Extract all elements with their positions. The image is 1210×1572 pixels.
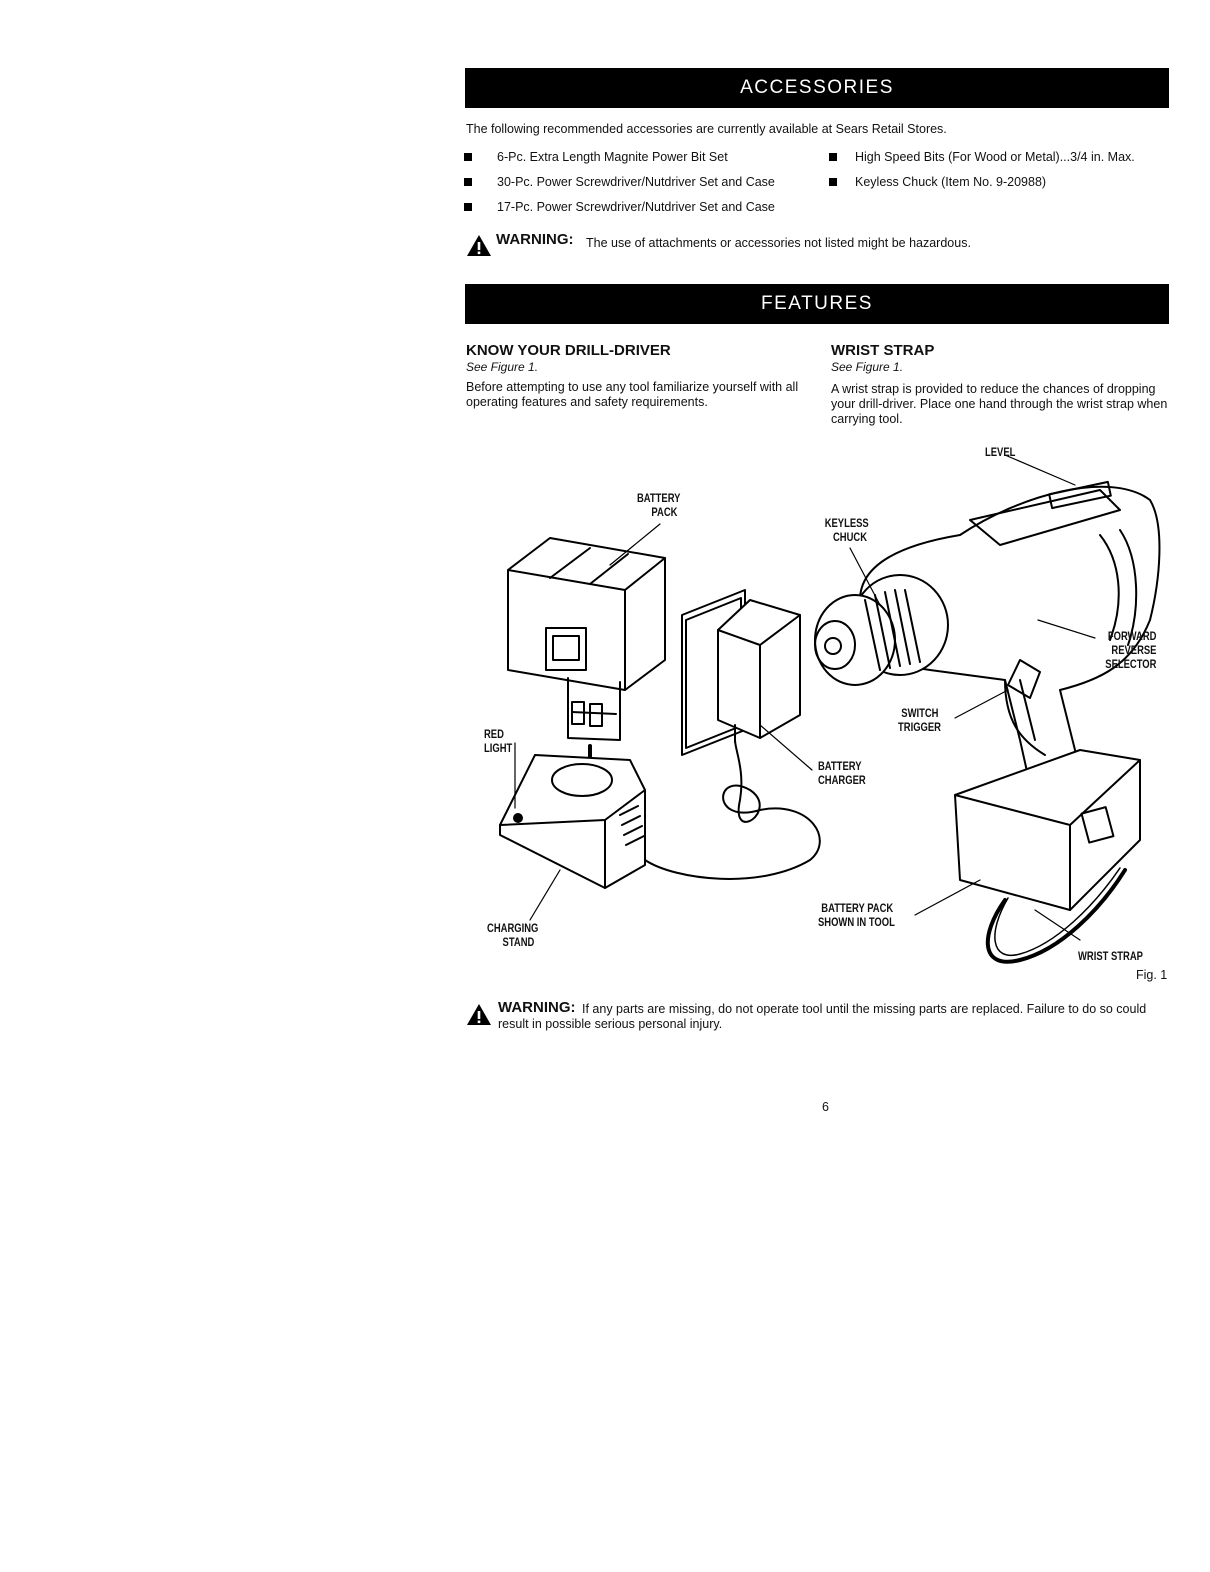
label-keyless-chuck: KEYLESS CHUCK — [824, 518, 869, 544]
battery-charger-drawing — [718, 600, 800, 742]
accessories-header: ACCESSORIES — [465, 68, 1169, 108]
bottom-warning-label: WARNING: — [498, 999, 576, 1016]
warning-triangle-icon — [466, 1003, 492, 1026]
label-battery-pack: BATTERY PACK — [636, 493, 681, 519]
bullet-icon — [464, 203, 472, 211]
accessory-item: Keyless Chuck (Item No. 9-20988) — [855, 175, 1047, 189]
strap-body: A wrist strap is provided to reduce the chances of dropping your drill-driver. Place one hand through the wrist strap when carrying tool. — [831, 382, 1168, 426]
drill-drawing — [815, 482, 1159, 962]
bullet-icon — [464, 178, 472, 186]
bullet-icon — [829, 178, 837, 186]
label-level: LEVEL — [985, 447, 1016, 459]
battery-pack-drawing — [508, 538, 665, 740]
bullet-icon — [829, 153, 837, 161]
warning-label: WARNING: — [496, 231, 574, 248]
warning-text: The use of attachments or accessories not listed might be hazardous. — [586, 236, 971, 250]
bullet-icon — [464, 153, 472, 161]
page-number: 6 — [822, 1100, 829, 1114]
label-switch-trigger: SWITCH TRIGGER — [898, 708, 941, 734]
know-body: Before attempting to use any tool familiarize yourself with all operating features and safety requirements. — [466, 380, 799, 409]
label-battery-charger: BATTERY CHARGER — [818, 761, 866, 787]
accessories-intro: The following recommended accessories are currently available at Sears Retail Stores. — [466, 122, 947, 136]
label-forward-reverse-selector: FORWARD REVERSE SELECTOR — [1105, 631, 1157, 671]
accessory-item: 6-Pc. Extra Length Magnite Power Bit Set — [497, 150, 728, 164]
charging-stand-drawing — [500, 755, 645, 888]
know-figure-ref: See Figure 1. — [466, 360, 539, 374]
label-red-light: RED LIGHT — [484, 729, 513, 755]
label-battery-in-tool: BATTERY PACK SHOWN IN TOOL — [818, 903, 895, 929]
accessory-item: High Speed Bits (For Wood or Metal)...3/4 in. Max. — [855, 150, 1135, 164]
strap-figure-ref: See Figure 1. — [831, 360, 904, 374]
strap-heading: WRIST STRAP — [831, 342, 935, 359]
accessory-item: 17-Pc. Power Screwdriver/Nutdriver Set and Case — [497, 200, 775, 214]
know-heading: KNOW YOUR DRILL-DRIVER — [466, 342, 671, 359]
figure-caption: Fig. 1 — [1136, 968, 1168, 982]
label-charging-stand: CHARGING STAND — [487, 923, 539, 949]
bottom-warning-text: If any parts are missing, do not operate tool until the missing parts are replaced. Failure to do so could result in possible serious personal injury. — [498, 1002, 1147, 1031]
accessory-item: 30-Pc. Power Screwdriver/Nutdriver Set and Case — [497, 175, 775, 189]
warning-triangle-icon — [466, 234, 492, 257]
features-header: FEATURES — [465, 284, 1169, 324]
label-wrist-strap: WRIST STRAP — [1078, 951, 1143, 963]
